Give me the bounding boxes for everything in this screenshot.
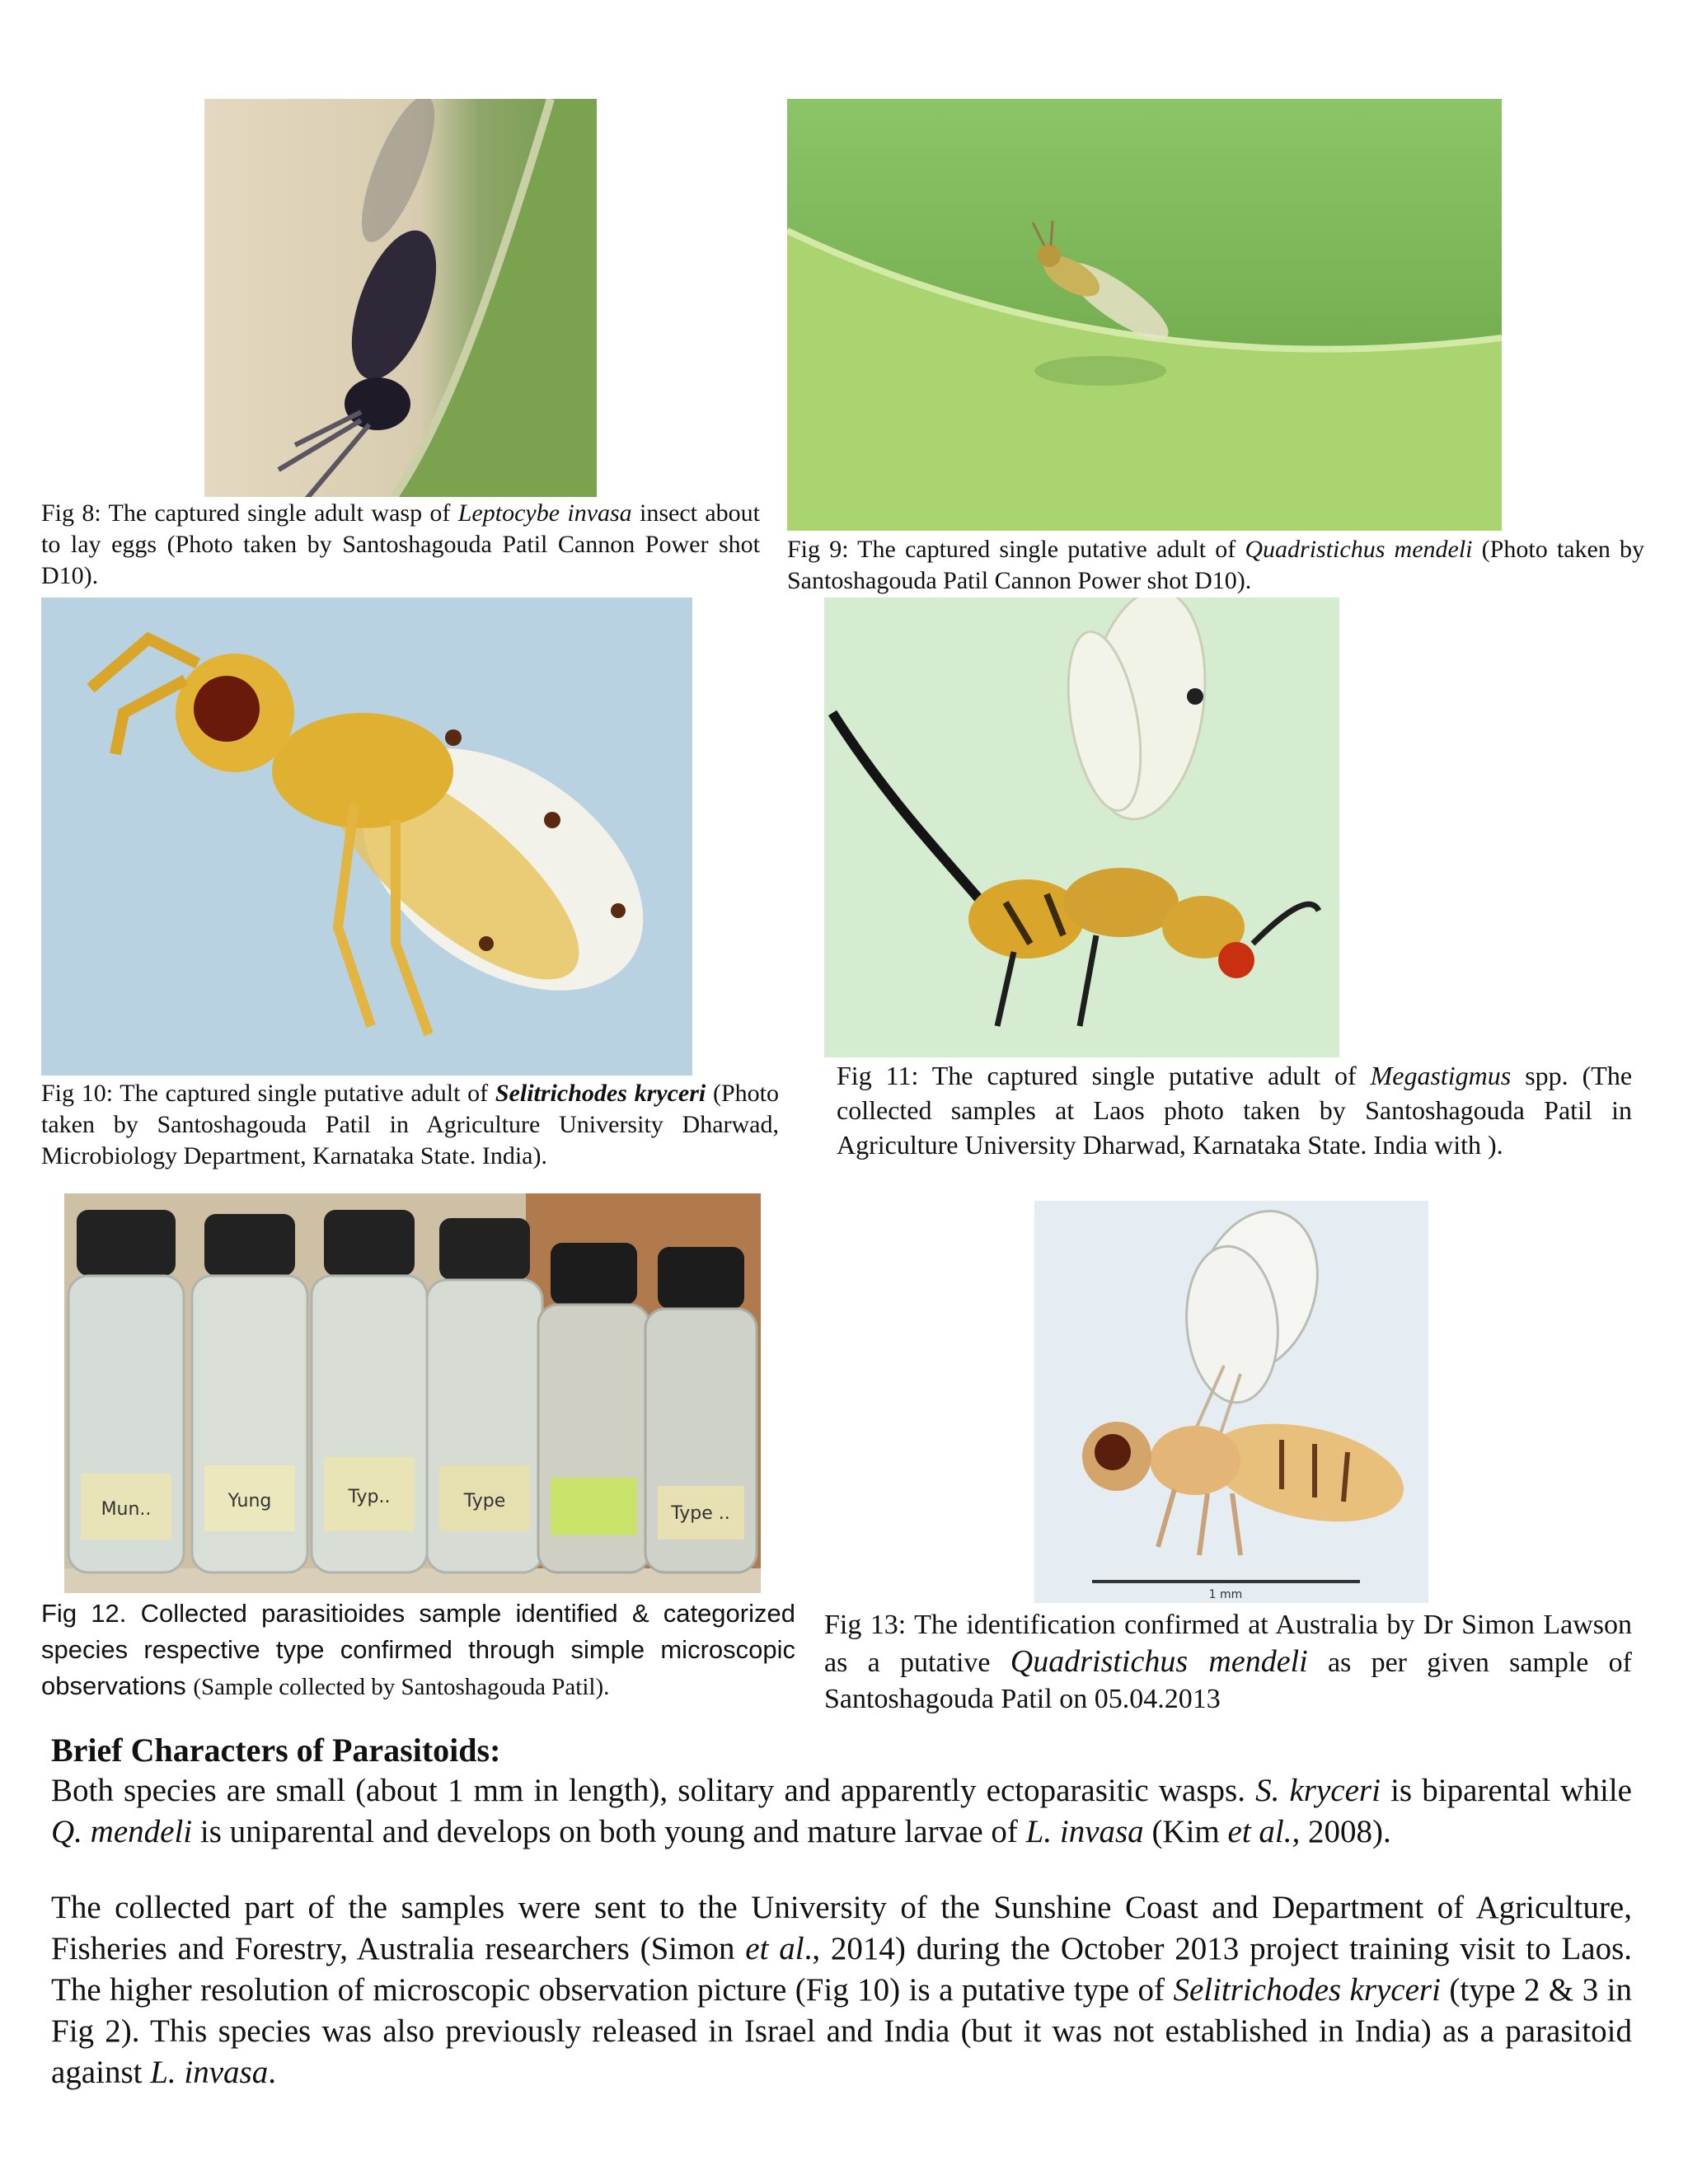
fig10-photo (41, 598, 692, 1076)
fig8-photo (204, 99, 597, 497)
fig12-vial-label-6: Type .. (671, 1503, 730, 1524)
fig13-photo (1034, 1201, 1428, 1603)
fig8-species: Leptocybe invasa (457, 499, 632, 527)
paragraph-1: Both species are small (about 1 mm in length), solitary and apparently ectoparasitic wasps. S. kryceri is biparental while Q. mendeli is uniparental and develops on both young and mature larvae of L. invasa (Kim et al., 2008). (51, 1773, 1632, 1849)
fig11-species: Megastigmus (1370, 1061, 1512, 1090)
fig9-photo (787, 99, 1502, 531)
fig8-label: Fig 8: (41, 499, 101, 527)
section-heading: Brief Characters of Parasitoids: (51, 1732, 501, 1769)
fig12-vial-label-3: Typ.. (348, 1487, 391, 1507)
fig11-label: Fig 11: (837, 1061, 919, 1090)
fig12-photo (64, 1193, 761, 1593)
fig11-photo (824, 598, 1339, 1057)
fig9-species: Quadristichus mendeli (1245, 536, 1473, 563)
fig13-scale-label: 1 mm (1208, 1588, 1243, 1601)
paragraph-2: The collected part of the samples were sent to the University of the Sunshine Coast and Department of Agriculture, Fisheries and Forestry, Australia researchers (Simon et al., 2014) during the October 2013 project training visit to Laos. The higher resolution of microscopic observation picture (Fig 10) is a putative type of Selitrichodes kryceri (type 2 & 3 in Fig 2). This species was also previously released in Israel and India (but it was not established in India) as a parasitoid against L. invasa. (51, 1890, 1633, 2090)
fig10-caption: Fig 10: The captured single putative adult of Selitrichodes kryceri (Photo taken by Santoshagouda Patil in Agriculture University Dharwad, Microbiology Department, Karnataka State. India). (41, 1080, 779, 1169)
fig13-label: Fig 13: (824, 1610, 907, 1640)
fig10-label: Fig 10: (41, 1080, 114, 1107)
fig12-label: Fig 12. (41, 1599, 127, 1628)
fig9-label: Fig 9: (787, 536, 849, 563)
fig9-caption: Fig 9: The captured single putative adult of Quadristichus mendeli (Photo taken by Santoshagouda Patil Cannon Power shot D10). (787, 536, 1644, 594)
fig8-caption: Fig 8: The captured single adult wasp of Leptocybe invasa insect about to lay eggs (Photo taken by Santoshagouda Patil Cannon Power shot D10). (41, 499, 760, 589)
fig12-caption: Fig 12. Collected parasitioides sample identified & categorized species respective type confirmed through simple microscopic observations (Sample collected by Santoshagouda Patil). (41, 1599, 795, 1700)
fig13-caption: Fig 13: The identification confirmed at Australia by Dr Simon Lawson as a putative Quadristichus mendeli as per given sample of Santoshagouda Patil on 05.04.2013 (824, 1610, 1633, 1714)
fig10-species: Selitrichodes kryceri (495, 1080, 706, 1107)
fig13-species: Quadristichus mendeli (1010, 1644, 1308, 1679)
fig12-vial-label-2: Yung (227, 1491, 272, 1511)
fig11-caption: Fig 11: The captured single putative adult of Megastigmus spp. (The collected samples at Laos photo taken by Santoshagouda Patil in Agriculture University Dharwad, Karnataka State. India with ). (837, 1061, 1633, 1160)
fig12-vial-label-1: Mun.. (101, 1499, 152, 1520)
fig12-vial-label-4: Type (463, 1491, 506, 1511)
